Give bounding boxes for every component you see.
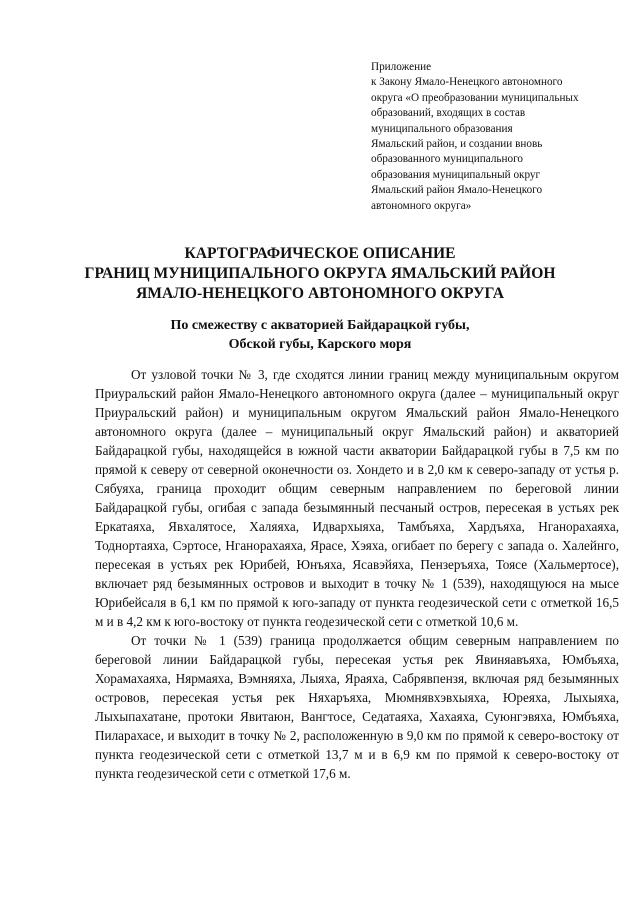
title-line: КАРТОГРАФИЧЕСКОЕ ОПИСАНИЕ xyxy=(184,245,456,262)
appendix-line: к Закону Ямало-Ненецкого автономного xyxy=(371,76,563,89)
appendix-line: Ямальский район Ямало-Ненецкого xyxy=(371,184,543,197)
section-heading xyxy=(0,316,640,354)
document-title xyxy=(0,244,640,304)
title-line: ГРАНИЦ МУНИЦИПАЛЬНОГО ОКРУГА ЯМАЛЬСКИЙ РАЙОН xyxy=(84,265,556,282)
paragraph: От узловой точки № 3, где сходятся линии границ между муниципальным округом Приуральский район Ямало-Ненецкого автономного округа (далее – муниципальный округ Приуральский район) и муниципальным округом Ямальский район Ямало-Ненецкого автономного округа (далее – муниципальный округ Ямальский район) и акваторией Байдарацкой губы, находящейся в южной части акватории Байдарацкой губы в 7,5 км по прямой к северу от северной оконечности оз. Хондето и в 2,0 км к северо-западу от устья р. Сябуяха, граница проходит общим северным направлением по береговой линии Байдарацкой губы, огибая с запада безымянный песчаный остров, пересекая в устьях рек Еркатаяха, Явхалятосе, Халяяха, Идвархыяха, Тамбъяха, Хардъяха, Нганорахаяха, Тоднортаяха, Сэртосе, Нганорахаяха, Ярасе, Хэяха, огибает по берегу с запада о. Халейнго, пересекая в устьях рек Юрибей, Юнъяха, Ясавэйяха, Пензеръяха, Тоясе (Хальмертосе), включает ряд безымянных островов и выходит в точку № 1 (539), находящуюся на мысе Юрибейсаля в 6,1 км по прямой к юго-западу от пункта геодезической сети с отметкой 16,5 м и в 4,2 км к юго-востоку от пункта геодезической сети с отметкой 10,6 м. xyxy=(95,367,619,629)
appendix-line: автономного округа» xyxy=(371,199,472,212)
appendix-line: Приложение xyxy=(371,61,432,73)
appendix-line: образованного муниципального xyxy=(371,153,524,166)
appendix-line: образования муниципальный округ xyxy=(371,168,541,181)
appendix-line: образований, входящих в состав xyxy=(371,107,526,120)
body-text xyxy=(95,365,619,783)
appendix-line: округа «О преобразовании муниципальных xyxy=(371,91,579,104)
appendix-line: муниципального образования xyxy=(371,122,513,135)
subtitle-line: Обской губы, Карского моря xyxy=(228,337,412,352)
appendix-line: Ямальский район, и создании вновь xyxy=(371,138,543,151)
subtitle-line: По смежеству с акваторией Байдарацкой губы, xyxy=(170,318,470,333)
paragraph: От точки № 1 (539) граница продолжается общим северным направлением по береговой линии Байдарацкой губы, пересекая устья рек Явиняавъяха, Юмбъяха, Хорамахаяха, Нярмаяха, Вэмняяха, Лыяха, Яраяха, Сабрявпензя, включая ряд безымянных островов, пересекая устья рек Няхаръяха, Мюмнявхэвхыяха, Юреяха, Лыхыяха, Лыхыпахатане, протоки Явитаюн, Вангтосе, Седатаяха, Хахаяха, Суюнгэвяха, Юмбъяха, Пиларахасе, и выходит в точку № 2, расположенную в 9,0 км по прямой к северо-востоку от пункта геодезической сети с отметкой 13,7 м и в 6,9 км по прямой к северо-востоку от пункта геодезической сети с отметкой 17,6 м. xyxy=(95,633,619,781)
title-line: ЯМАЛО-НЕНЕЦКОГО АВТОНОМНОГО ОКРУГА xyxy=(135,285,505,302)
appendix-note xyxy=(371,60,621,214)
